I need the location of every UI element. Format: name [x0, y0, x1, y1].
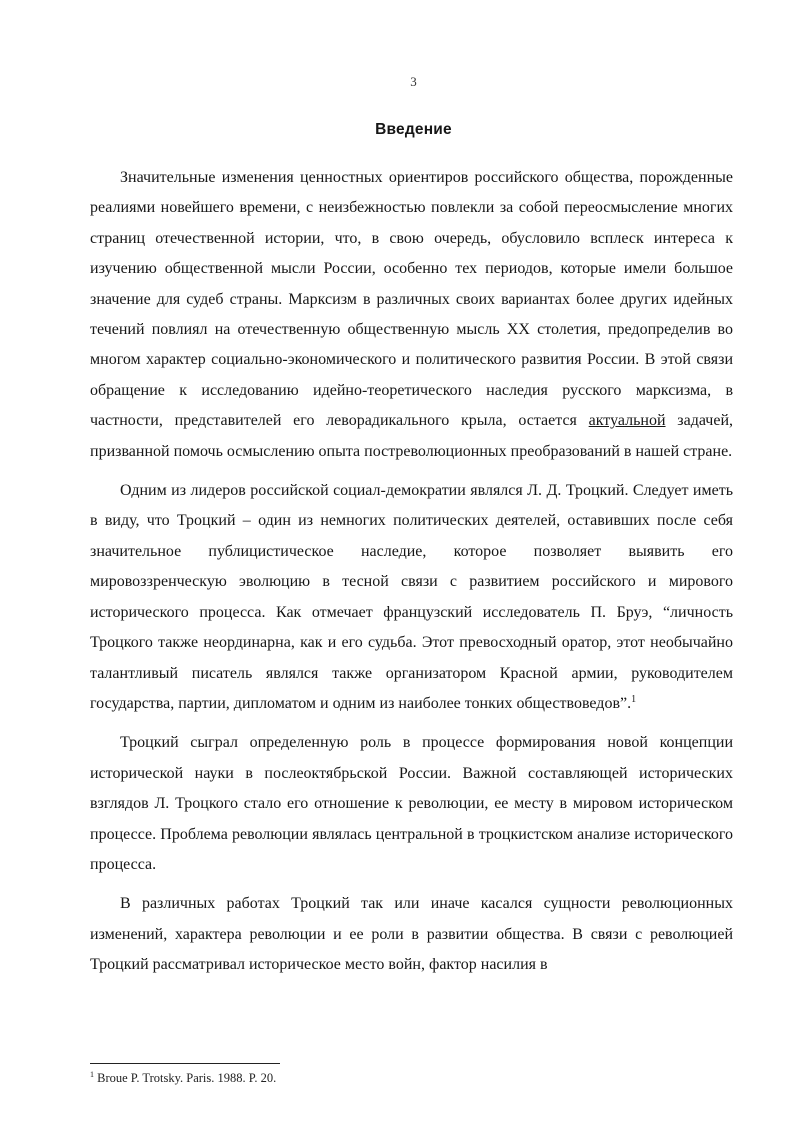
- paragraph-4-text: В различных работах Троцкий так или иначе касался сущности революционных изменений, характера революции и ее роли в развитии общества. В связи с революцией Троцкий рассматривал историческое место войн, фактор насилия в: [90, 895, 733, 974]
- footnote: [90, 1071, 276, 1086]
- paragraph-2: [90, 476, 733, 719]
- paragraph-3-text: Троцкий сыграл определенную роль в процессе формирования новой концепции исторической науки в послеоктябрьской России. Важной составляющей исторических взглядов Л. Троцкого стало его отношение к революции, ее месту в мировом историческом процессе. Проблема революции являлась центральной в троцкистском анализе исторического процесса.: [90, 734, 733, 873]
- paragraph-1-text-after: задачей, призванной помочь осмыслению опыта постреволюционных преобразований в нашей стране.: [90, 412, 733, 460]
- paragraph-3: [90, 728, 733, 880]
- footnote-marker: 1: [90, 1070, 94, 1079]
- paragraph-2-text: Одним из лидеров российской социал-демократии являлся Л. Д. Троцкий. Следует иметь в виду, что Троцкий – один из немногих политических деятелей, оставивших после себя значительное публицистическое наследие, которое позволяет выявить его мировоззренческую эволюцию в тесной связи с развитием российского и мирового исторического процесса. Как отмечает французский исследователь П. Бруэ, “личность Троцкого также неординарна, как и его судьба. Этот превосходный оратор, этот необычайно талантливый писатель являлся также организатором Красной армии, руководителем государства, партии, дипломатом и одним из наиболее тонких обществоведов”.: [90, 482, 733, 712]
- document-body: [90, 163, 733, 990]
- footnote-text: Broue P. Trotsky. Paris. 1988. P. 20.: [97, 1071, 277, 1085]
- paragraph-1: [90, 163, 733, 467]
- page-title: Введение: [375, 121, 452, 138]
- paragraph-1-text-before: Значительные изменения ценностных ориентиров российского общества, порожденные реалиями новейшего времени, с неизбежностью повлекли за собой переосмысление многих страниц отечественной истории, что, в свою очередь, обусловило всплеск интереса к изучению общественной мысли России, особенно тех периодов, которые имели большое значение для судеб страны. Марксизм в различных своих вариантах более других идейных течений повлиял на отечественную общественную мысль XX столетия, предопределив во многом характер социально-экономического и политического развития России. В этой связи обращение к исследованию идейно-теоретического наследия русского марксизма, в частности, представителей его леворадикального крыла, остается: [90, 169, 733, 430]
- underlined-word: актуальной: [588, 412, 666, 430]
- page-number: 3: [410, 74, 417, 89]
- footnote-reference: 1: [631, 693, 637, 705]
- paragraph-4: [90, 889, 733, 980]
- footnote-divider: [90, 1063, 280, 1064]
